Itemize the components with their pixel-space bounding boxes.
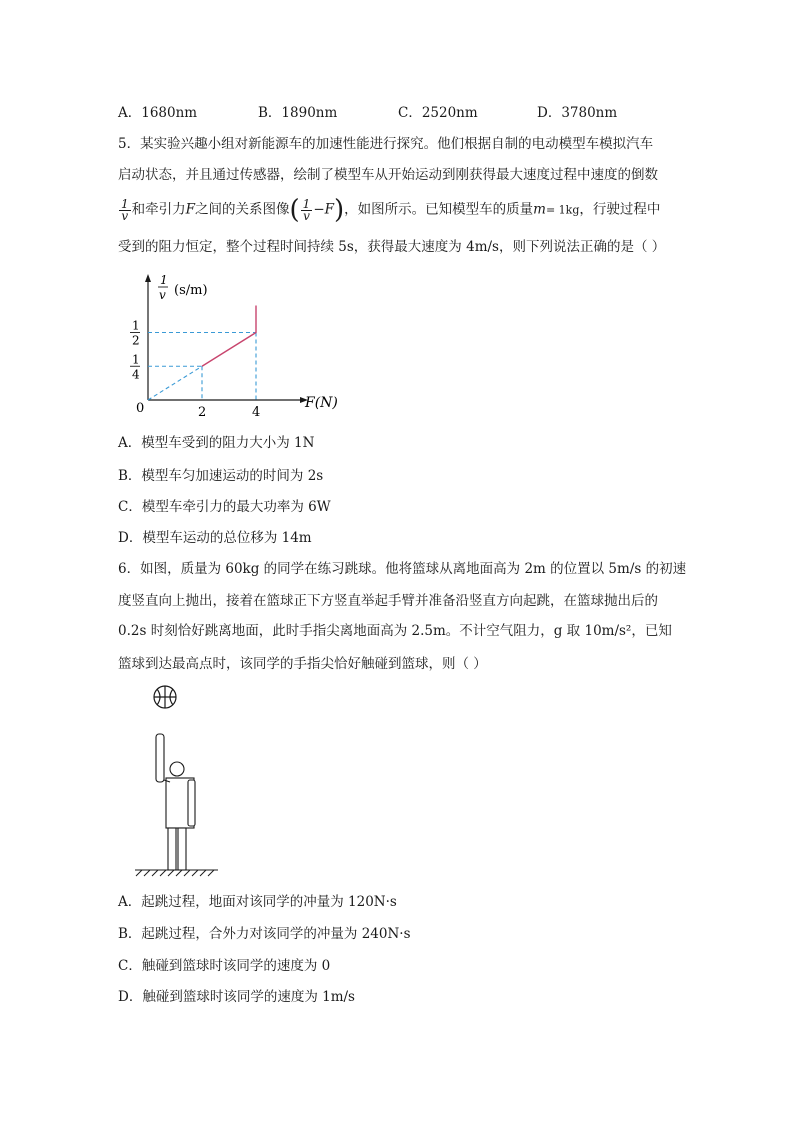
origin-label: 0 — [136, 401, 145, 416]
inverse-v-fraction: $\frac{1}{v}$ — [121, 196, 129, 223]
q4-option-b: B．1890nm — [258, 105, 338, 121]
x-axis-label: F(N) — [305, 395, 338, 411]
q5-option-a: A．模型车受到的阻力大小为 1N — [118, 435, 315, 451]
q4-option-d: D．3780nm — [537, 105, 618, 121]
q5-stem-line-2: 启动状态，并且通过传感器，绘制了模型车从开始运动到刚获得最大速度过程中速度的倒数 — [118, 167, 658, 183]
q6-option-d: D．触碰到篮球时该同学的速度为 1m/s — [118, 989, 355, 1005]
q5-graph — [118, 270, 338, 420]
q4-option-c: C．2520nm — [398, 105, 478, 121]
y-axis-arrow — [145, 274, 151, 282]
q6-option-c: C．触碰到篮球时该同学的速度为 0 — [118, 958, 331, 974]
y-tick-numerator: 1 — [132, 352, 140, 367]
svg-text:(s/m): (s/m) — [174, 283, 208, 298]
series-line — [202, 306, 256, 367]
student-figure — [156, 734, 195, 870]
y-tick-numerator: 1 — [132, 318, 140, 333]
q6-stem-line-2: 度竖直向上抛出，接着在篮球正下方竖直举起手臂并准备沿竖直方向起跳，在篮球抛出后的 — [118, 593, 658, 609]
ground — [135, 870, 218, 876]
q5-option-b: B．模型车匀加速运动的时间为 2s — [118, 468, 324, 484]
q6-option-b: B．起跳过程，合外力对该同学的冲量为 240N·s — [118, 926, 411, 942]
q5-option-c: C．模型车牵引力的最大功率为 6W — [118, 499, 331, 515]
q5-stem-line-3: $\frac{1}{v}$ 和牵引力F之间的关系图像( $\frac{1}{v}$ −F)，如图所示。已知模型车的质量m= 1kg，行驶过程中 — [121, 195, 661, 225]
q6-option-a: A．起跳过程，地面对该同学的冲量为 120N·s — [118, 894, 397, 910]
svg-text:1: 1 — [160, 273, 168, 287]
q6-stem-line-3: 0.2s 时刻恰好跳离地面，此时手指尖离地面高为 2.5m。不计空气阻力，g 取 10m/s²，已知 — [118, 623, 672, 639]
q6-figure — [130, 682, 250, 882]
svg-text:v: v — [159, 288, 166, 302]
q5-option-d: D．模型车运动的总位移为 14m — [118, 530, 312, 546]
x-tick-label: 2 — [198, 405, 207, 420]
q6-stem-line-1: 6．如图，质量为 60kg 的同学在练习跳球。他将篮球从离地面高为 2m 的位置以 5m/s 的初速 — [118, 561, 687, 577]
q5-stem-line-4: 受到的阻力恒定，整个过程时间持续 5s，获得最大速度为 4m/s，则下列说法正确的是（ ） — [118, 239, 666, 255]
x-tick-label: 4 — [252, 405, 261, 420]
y-tick-denominator: 2 — [132, 333, 140, 348]
q4-option-a: A．1680nm — [118, 105, 198, 121]
y-axis-label — [158, 273, 208, 302]
guide-line-origin — [148, 366, 202, 400]
q6-stem-line-4: 篮球到达最高点时，该同学的手指尖恰好触碰到篮球，则（ ） — [118, 656, 487, 672]
basketball-icon — [154, 686, 176, 708]
q5-stem-line-1: 5．某实验兴趣小组对新能源车的加速性能进行探究。他们根据自制的电动模型车模拟汽车 — [118, 136, 654, 152]
y-tick-denominator: 4 — [132, 367, 140, 382]
